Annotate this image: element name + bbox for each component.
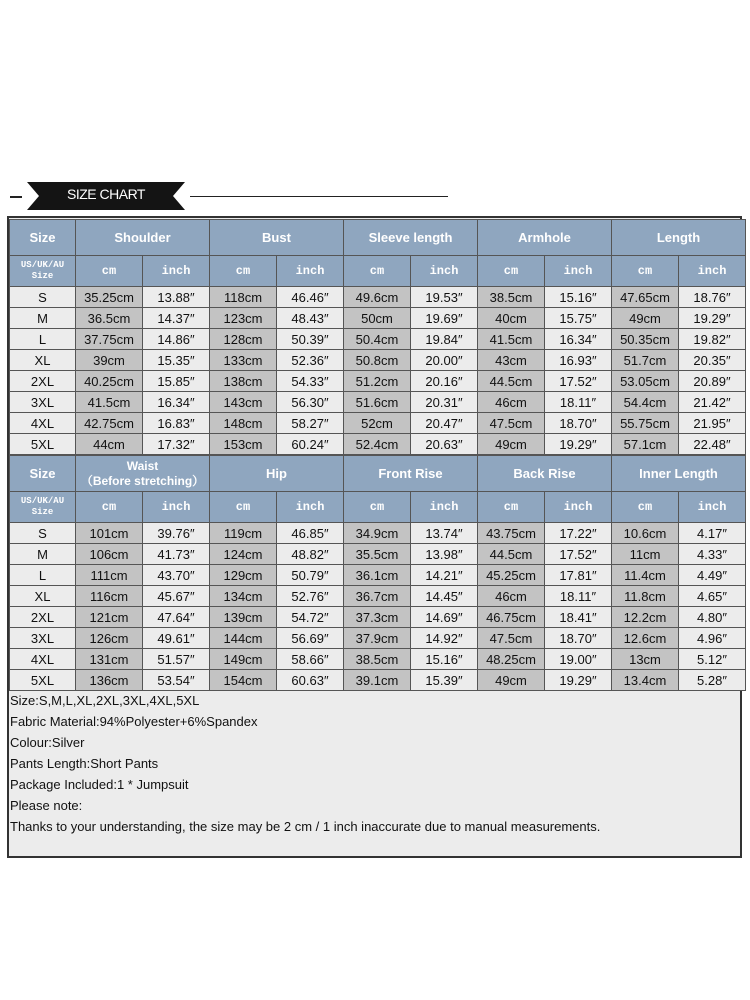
unit-inch: inch: [277, 256, 344, 287]
product-notes: [10, 690, 730, 837]
inch-value-cell: 19.69″: [411, 308, 478, 329]
unit-inch: inch: [277, 492, 344, 523]
inch-value-cell: 20.31″: [411, 392, 478, 413]
cm-value-cell: 12.2cm: [612, 607, 679, 628]
inch-value-cell: 20.47″: [411, 413, 478, 434]
inch-value-cell: 15.16″: [411, 649, 478, 670]
inch-value-cell: 46.85″: [277, 523, 344, 544]
table-row: [10, 329, 746, 350]
size-cell: M: [10, 544, 76, 565]
unit-cm: cm: [76, 492, 143, 523]
waist-label: Waist: [126, 458, 159, 473]
note-line: Colour:Silver: [10, 735, 85, 750]
inch-value-cell: 19.29″: [679, 308, 746, 329]
inch-value-cell: 4.49″: [679, 565, 746, 586]
table-row: [10, 670, 746, 691]
size-cell: L: [10, 329, 76, 350]
inch-value-cell: 19.82″: [679, 329, 746, 350]
cm-value-cell: 46cm: [478, 392, 545, 413]
inch-value-cell: 53.54″: [143, 670, 210, 691]
region-label-line1: US/UK/AU: [20, 496, 65, 506]
inch-value-cell: 49.61″: [143, 628, 210, 649]
size-cell: 2XL: [10, 371, 76, 392]
cm-value-cell: 43.75cm: [478, 523, 545, 544]
cm-value-cell: 148cm: [210, 413, 277, 434]
inch-value-cell: 54.33″: [277, 371, 344, 392]
cm-value-cell: 51.2cm: [344, 371, 411, 392]
inch-value-cell: 17.81″: [545, 565, 612, 586]
note-line: Fabric Material:94%Polyester+6%Spandex: [10, 714, 258, 729]
cm-value-cell: 34.9cm: [344, 523, 411, 544]
inch-value-cell: 20.35″: [679, 350, 746, 371]
unit-inch: inch: [545, 256, 612, 287]
inch-value-cell: 60.24″: [277, 434, 344, 455]
cm-value-cell: 153cm: [210, 434, 277, 455]
inch-value-cell: 19.53″: [411, 287, 478, 308]
table-row: [10, 586, 746, 607]
note-line: Package Included:1 * Jumpsuit: [10, 777, 189, 792]
inch-value-cell: 19.00″: [545, 649, 612, 670]
size-cell: 5XL: [10, 434, 76, 455]
cm-value-cell: 47.5cm: [478, 413, 545, 434]
inch-value-cell: 14.37″: [143, 308, 210, 329]
inch-value-cell: 17.22″: [545, 523, 612, 544]
cm-value-cell: 136cm: [76, 670, 143, 691]
inch-value-cell: 15.39″: [411, 670, 478, 691]
inch-value-cell: 4.65″: [679, 586, 746, 607]
inch-value-cell: 13.98″: [411, 544, 478, 565]
size-table-upper: [9, 219, 746, 455]
cm-value-cell: 129cm: [210, 565, 277, 586]
cm-value-cell: 45.25cm: [478, 565, 545, 586]
unit-inch: inch: [679, 492, 746, 523]
unit-cm: cm: [478, 256, 545, 287]
cm-value-cell: 11.4cm: [612, 565, 679, 586]
cm-value-cell: 118cm: [210, 287, 277, 308]
size-chart-banner: [0, 178, 750, 214]
size-cell: XL: [10, 350, 76, 371]
unit-cm: cm: [344, 256, 411, 287]
size-cell: S: [10, 523, 76, 544]
inch-value-cell: 4.17″: [679, 523, 746, 544]
inch-value-cell: 13.74″: [411, 523, 478, 544]
cm-value-cell: 126cm: [76, 628, 143, 649]
unit-inch: inch: [411, 492, 478, 523]
cm-value-cell: 51.7cm: [612, 350, 679, 371]
cm-value-cell: 40cm: [478, 308, 545, 329]
cm-value-cell: 106cm: [76, 544, 143, 565]
inch-value-cell: 17.52″: [545, 371, 612, 392]
table-row: [10, 413, 746, 434]
note-line: Please note:: [10, 798, 83, 813]
cm-value-cell: 52cm: [344, 413, 411, 434]
cm-value-cell: 124cm: [210, 544, 277, 565]
header-inner-length: Inner Length: [612, 456, 746, 492]
cm-value-cell: 128cm: [210, 329, 277, 350]
inch-value-cell: 17.32″: [143, 434, 210, 455]
inch-value-cell: 4.33″: [679, 544, 746, 565]
inch-value-cell: 15.35″: [143, 350, 210, 371]
cm-value-cell: 11.8cm: [612, 586, 679, 607]
table-row: [10, 544, 746, 565]
cm-value-cell: 46.75cm: [478, 607, 545, 628]
cm-value-cell: 44.5cm: [478, 544, 545, 565]
table-header-row: [10, 456, 746, 492]
cm-value-cell: 41.5cm: [76, 392, 143, 413]
inch-value-cell: 47.64″: [143, 607, 210, 628]
cm-value-cell: 48.25cm: [478, 649, 545, 670]
inch-value-cell: 5.12″: [679, 649, 746, 670]
cm-value-cell: 38.5cm: [478, 287, 545, 308]
inch-value-cell: 19.29″: [545, 670, 612, 691]
table-unit-row: [10, 492, 746, 523]
inch-value-cell: 18.70″: [545, 413, 612, 434]
cm-value-cell: 50.4cm: [344, 329, 411, 350]
cm-value-cell: 101cm: [76, 523, 143, 544]
header-hip: Hip: [210, 456, 344, 492]
size-cell: S: [10, 287, 76, 308]
banner-tick: [10, 196, 22, 198]
inch-value-cell: 56.30″: [277, 392, 344, 413]
unit-cm: cm: [612, 256, 679, 287]
header-sleeve-length: Sleeve length: [344, 220, 478, 256]
header-back-rise: Back Rise: [478, 456, 612, 492]
cm-value-cell: 111cm: [76, 565, 143, 586]
cm-value-cell: 11cm: [612, 544, 679, 565]
region-label-line2: Size: [31, 507, 54, 517]
inch-value-cell: 39.76″: [143, 523, 210, 544]
inch-value-cell: 4.80″: [679, 607, 746, 628]
unit-cm: cm: [210, 256, 277, 287]
inch-value-cell: 18.11″: [545, 586, 612, 607]
cm-value-cell: 134cm: [210, 586, 277, 607]
cm-value-cell: 55.75cm: [612, 413, 679, 434]
cm-value-cell: 143cm: [210, 392, 277, 413]
table-header-row: [10, 220, 746, 256]
inch-value-cell: 16.93″: [545, 350, 612, 371]
size-column-header: Size: [10, 220, 76, 256]
cm-value-cell: 49cm: [612, 308, 679, 329]
header-waist: [76, 456, 210, 492]
cm-value-cell: 37.75cm: [76, 329, 143, 350]
inch-value-cell: 48.82″: [277, 544, 344, 565]
inch-value-cell: 13.88″: [143, 287, 210, 308]
inch-value-cell: 21.95″: [679, 413, 746, 434]
region-size-label: [10, 492, 76, 523]
inch-value-cell: 19.29″: [545, 434, 612, 455]
cm-value-cell: 144cm: [210, 628, 277, 649]
inch-value-cell: 58.27″: [277, 413, 344, 434]
unit-cm: cm: [478, 492, 545, 523]
cm-value-cell: 43cm: [478, 350, 545, 371]
size-cell: M: [10, 308, 76, 329]
cm-value-cell: 154cm: [210, 670, 277, 691]
cm-value-cell: 52.4cm: [344, 434, 411, 455]
unit-inch: inch: [411, 256, 478, 287]
header-bust: Bust: [210, 220, 344, 256]
inch-value-cell: 52.36″: [277, 350, 344, 371]
cm-value-cell: 50.35cm: [612, 329, 679, 350]
cm-value-cell: 133cm: [210, 350, 277, 371]
inch-value-cell: 21.42″: [679, 392, 746, 413]
cm-value-cell: 41.5cm: [478, 329, 545, 350]
size-cell: 3XL: [10, 392, 76, 413]
inch-value-cell: 20.16″: [411, 371, 478, 392]
banner-title: SIZE CHART: [67, 186, 145, 202]
cm-value-cell: 42.75cm: [76, 413, 143, 434]
note-line: Pants Length:Short Pants: [10, 756, 159, 771]
region-label-line2: Size: [31, 271, 54, 281]
inch-value-cell: 17.52″: [545, 544, 612, 565]
cm-value-cell: 54.4cm: [612, 392, 679, 413]
inch-value-cell: 18.76″: [679, 287, 746, 308]
cm-value-cell: 123cm: [210, 308, 277, 329]
cm-value-cell: 36.5cm: [76, 308, 143, 329]
table-row: [10, 287, 746, 308]
table-row: [10, 565, 746, 586]
table-unit-row: [10, 256, 746, 287]
inch-value-cell: 50.39″: [277, 329, 344, 350]
inch-value-cell: 22.48″: [679, 434, 746, 455]
inch-value-cell: 18.11″: [545, 392, 612, 413]
inch-value-cell: 51.57″: [143, 649, 210, 670]
cm-value-cell: 47.5cm: [478, 628, 545, 649]
cm-value-cell: 10.6cm: [612, 523, 679, 544]
inch-value-cell: 54.72″: [277, 607, 344, 628]
unit-cm: cm: [612, 492, 679, 523]
inch-value-cell: 46.46″: [277, 287, 344, 308]
cm-value-cell: 57.1cm: [612, 434, 679, 455]
unit-cm: cm: [210, 492, 277, 523]
unit-cm: cm: [344, 492, 411, 523]
cm-value-cell: 39.1cm: [344, 670, 411, 691]
cm-value-cell: 53.05cm: [612, 371, 679, 392]
size-cell: 5XL: [10, 670, 76, 691]
cm-value-cell: 50.8cm: [344, 350, 411, 371]
inch-value-cell: 41.73″: [143, 544, 210, 565]
inch-value-cell: 15.85″: [143, 371, 210, 392]
size-cell: 4XL: [10, 649, 76, 670]
inch-value-cell: 16.34″: [143, 392, 210, 413]
inch-value-cell: 18.41″: [545, 607, 612, 628]
cm-value-cell: 36.7cm: [344, 586, 411, 607]
cm-value-cell: 46cm: [478, 586, 545, 607]
header-length: Length: [612, 220, 746, 256]
inch-value-cell: 14.69″: [411, 607, 478, 628]
unit-inch: inch: [143, 492, 210, 523]
cm-value-cell: 35.5cm: [344, 544, 411, 565]
size-column-header: Size: [10, 456, 76, 492]
table-row: [10, 523, 746, 544]
inch-value-cell: 56.69″: [277, 628, 344, 649]
inch-value-cell: 16.34″: [545, 329, 612, 350]
inch-value-cell: 5.28″: [679, 670, 746, 691]
cm-value-cell: 119cm: [210, 523, 277, 544]
header-armhole: Armhole: [478, 220, 612, 256]
inch-value-cell: 58.66″: [277, 649, 344, 670]
table-row: [10, 434, 746, 455]
cm-value-cell: 138cm: [210, 371, 277, 392]
cm-value-cell: 38.5cm: [344, 649, 411, 670]
unit-cm: cm: [76, 256, 143, 287]
cm-value-cell: 37.3cm: [344, 607, 411, 628]
table-row: [10, 392, 746, 413]
cm-value-cell: 44.5cm: [478, 371, 545, 392]
inch-value-cell: 50.79″: [277, 565, 344, 586]
table-row: [10, 350, 746, 371]
inch-value-cell: 14.92″: [411, 628, 478, 649]
cm-value-cell: 47.65cm: [612, 287, 679, 308]
cm-value-cell: 49cm: [478, 670, 545, 691]
inch-value-cell: 19.84″: [411, 329, 478, 350]
cm-value-cell: 50cm: [344, 308, 411, 329]
unit-inch: inch: [679, 256, 746, 287]
inch-value-cell: 43.70″: [143, 565, 210, 586]
cm-value-cell: 40.25cm: [76, 371, 143, 392]
inch-value-cell: 14.86″: [143, 329, 210, 350]
table-row: [10, 371, 746, 392]
cm-value-cell: 131cm: [76, 649, 143, 670]
header-shoulder: Shoulder: [76, 220, 210, 256]
cm-value-cell: 51.6cm: [344, 392, 411, 413]
inch-value-cell: 14.21″: [411, 565, 478, 586]
cm-value-cell: 116cm: [76, 586, 143, 607]
size-cell: 4XL: [10, 413, 76, 434]
inch-value-cell: 14.45″: [411, 586, 478, 607]
table-row: [10, 308, 746, 329]
cm-value-cell: 49.6cm: [344, 287, 411, 308]
inch-value-cell: 20.63″: [411, 434, 478, 455]
note-line: Size:S,M,L,XL,2XL,3XL,4XL,5XL: [10, 693, 200, 708]
inch-value-cell: 45.67″: [143, 586, 210, 607]
inch-value-cell: 15.16″: [545, 287, 612, 308]
table-row: [10, 607, 746, 628]
cm-value-cell: 36.1cm: [344, 565, 411, 586]
header-front-rise: Front Rise: [344, 456, 478, 492]
inch-value-cell: 60.63″: [277, 670, 344, 691]
inch-value-cell: 52.76″: [277, 586, 344, 607]
size-cell: 2XL: [10, 607, 76, 628]
inch-value-cell: 4.96″: [679, 628, 746, 649]
cm-value-cell: 139cm: [210, 607, 277, 628]
unit-inch: inch: [545, 492, 612, 523]
size-cell: XL: [10, 586, 76, 607]
table-row: [10, 649, 746, 670]
size-cell: L: [10, 565, 76, 586]
cm-value-cell: 49cm: [478, 434, 545, 455]
cm-value-cell: 121cm: [76, 607, 143, 628]
size-cell: 3XL: [10, 628, 76, 649]
cm-value-cell: 35.25cm: [76, 287, 143, 308]
banner-rule: [190, 196, 448, 197]
inch-value-cell: 20.00″: [411, 350, 478, 371]
region-label-line1: US/UK/AU: [20, 260, 65, 270]
unit-inch: inch: [143, 256, 210, 287]
cm-value-cell: 39cm: [76, 350, 143, 371]
cm-value-cell: 37.9cm: [344, 628, 411, 649]
cm-value-cell: 149cm: [210, 649, 277, 670]
table-row: [10, 628, 746, 649]
inch-value-cell: 16.83″: [143, 413, 210, 434]
note-line: Thanks to your understanding, the size may be 2 cm / 1 inch inaccurate due to manual measurements.: [10, 819, 601, 834]
cm-value-cell: 13.4cm: [612, 670, 679, 691]
inch-value-cell: 18.70″: [545, 628, 612, 649]
inch-value-cell: 20.89″: [679, 371, 746, 392]
waist-sublabel: （Before stretching）: [80, 473, 205, 488]
cm-value-cell: 13cm: [612, 649, 679, 670]
cm-value-cell: 12.6cm: [612, 628, 679, 649]
region-size-label: [10, 256, 76, 287]
size-table-lower: [9, 455, 746, 691]
inch-value-cell: 48.43″: [277, 308, 344, 329]
inch-value-cell: 15.75″: [545, 308, 612, 329]
cm-value-cell: 44cm: [76, 434, 143, 455]
